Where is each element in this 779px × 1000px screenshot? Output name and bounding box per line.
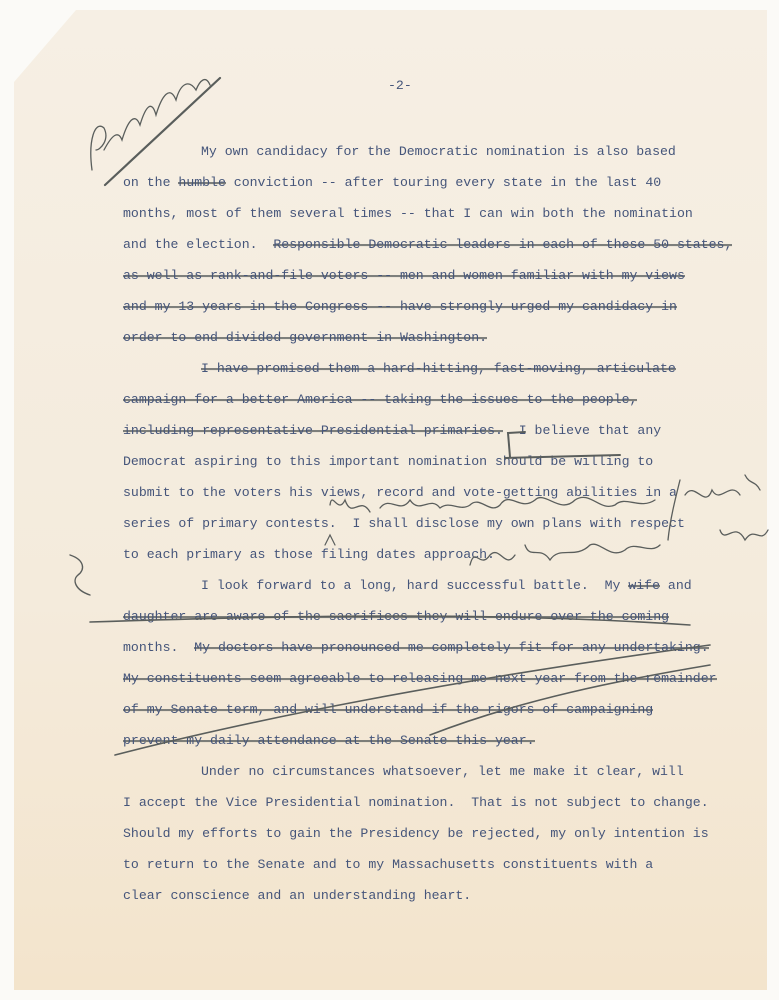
struck-text: humble (178, 175, 226, 190)
text-line (123, 328, 732, 359)
typed-text: to return to the Senate and to my Massachusetts constituents with a (123, 857, 654, 872)
text-line (123, 576, 732, 607)
typed-text: I accept the Vice Presidential nomination. That is not subject to change. (123, 795, 709, 810)
struck-text: campaign for a better America -- taking the issues to the people, (123, 392, 638, 407)
typed-text: and (660, 578, 692, 593)
text-line (123, 731, 732, 762)
typed-text: I look forward to a long, hard successful battle. My (201, 578, 629, 593)
body-text (123, 142, 732, 917)
text-line (123, 545, 732, 576)
text-line (123, 142, 732, 173)
struck-text: of my Senate term, and will understand if the rigors of campaigning (123, 702, 654, 717)
text-line (123, 421, 732, 452)
struck-text: as well as rank-and-file voters -- men and women familiar with my views (123, 268, 685, 283)
text-line (123, 824, 732, 855)
struck-text: prevent my daily attendance at the Senate this year. (123, 733, 535, 748)
typed-text: months, most of them several times -- that I can win both the nomination (123, 206, 693, 221)
text-line (123, 793, 732, 824)
typed-text: Should my efforts to gain the Presidency be rejected, my only intention is (123, 826, 709, 841)
text-line (123, 297, 732, 328)
struck-text: and my 13 years in the Congress -- have strongly urged my candidacy in (123, 299, 677, 314)
typed-text: series of primary contests. I shall disclose my own plans with respect (123, 516, 685, 531)
text-line (123, 359, 732, 390)
struck-text: I have promised them a hard-hitting, fast-moving, articulate (201, 361, 676, 376)
struck-text: My doctors have pronounced me completely fit for any undertaking. (194, 640, 709, 655)
text-line (123, 886, 732, 917)
text-line (123, 266, 732, 297)
struck-text: Responsible Democratic leaders in each of these 50 states, (273, 237, 733, 252)
text-line (123, 235, 732, 266)
struck-text: wife (628, 578, 661, 593)
struck-text: including representative Presidential primaries. (123, 423, 503, 438)
text-line (123, 173, 732, 204)
typed-text: Democrat aspiring to this important nomination should be willing to (123, 454, 654, 469)
text-line (123, 204, 732, 235)
typed-text: submit to the voters his views, record and vote-getting abilities in a (123, 485, 677, 500)
page-number: -2- (388, 78, 412, 93)
typed-text: and the election. (123, 237, 274, 252)
text-line (123, 452, 732, 483)
text-line (123, 700, 732, 731)
typed-text: Under no circumstances whatsoever, let me make it clear, will (201, 764, 684, 779)
text-line (123, 514, 732, 545)
text-line (123, 607, 732, 638)
typed-text: to each primary as those filing dates approach. (123, 547, 495, 562)
typed-text: I believe that any (502, 423, 662, 438)
text-line (123, 762, 732, 793)
text-line (123, 855, 732, 886)
text-line (123, 483, 732, 514)
typed-text: clear conscience and an understanding heart. (123, 888, 472, 903)
typed-text: months. (123, 640, 195, 655)
struck-text: order to end divided government in Washington. (123, 330, 488, 345)
text-line (123, 390, 732, 421)
text-line (123, 638, 732, 669)
struck-text: My constituents seem agreeable to releasing me next year from the remainder (123, 671, 717, 686)
text-line (123, 669, 732, 700)
typed-text: on the (123, 175, 179, 190)
struck-text: daughter are aware of the sacrifices they will endure over the coming (123, 609, 670, 624)
typed-text: conviction -- after touring every state in the last 40 (225, 175, 662, 190)
typed-text: My own candidacy for the Democratic nomination is also based (201, 144, 676, 159)
